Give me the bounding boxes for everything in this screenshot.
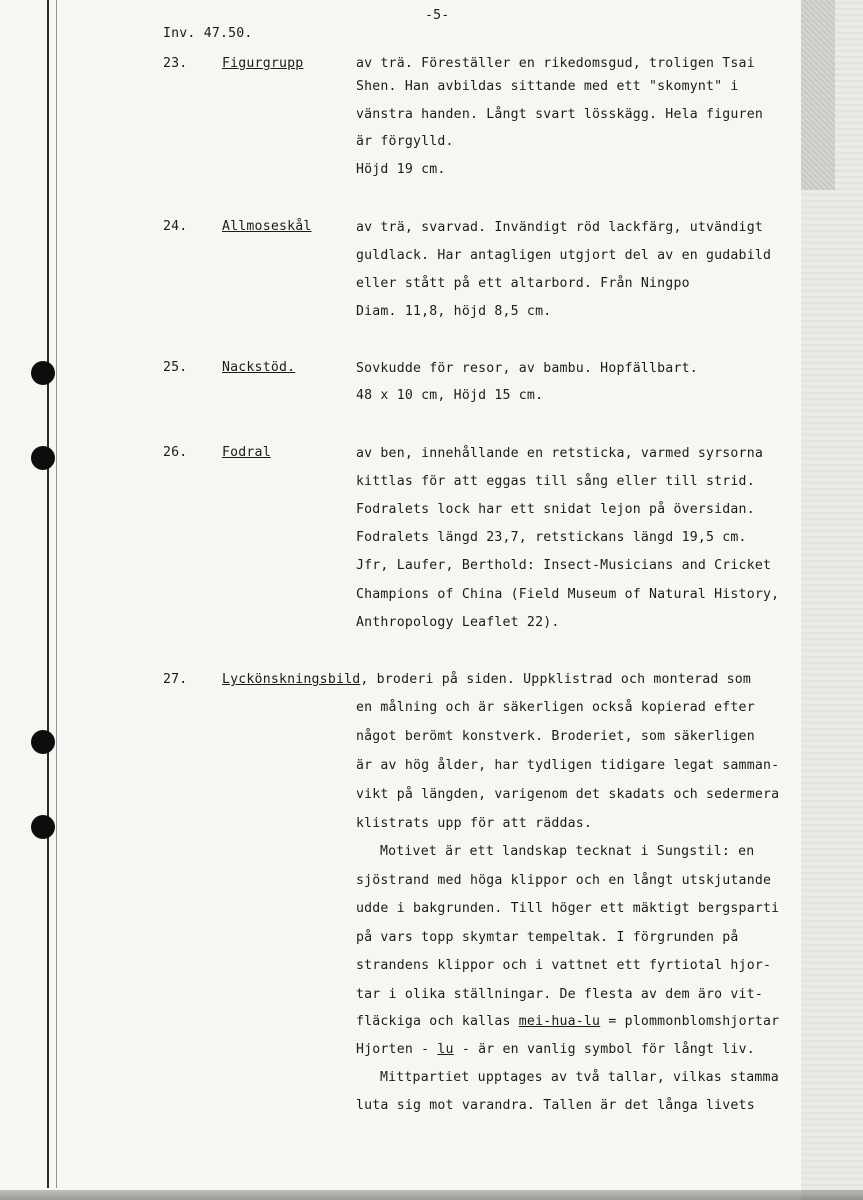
entry-line: 48 x 10 cm, Höjd 15 cm. [356, 388, 544, 403]
entry-line: av ben, innehållande en retsticka, varmed syrsorna [356, 446, 763, 461]
text-segment: - är en vanlig symbol för långt liv. [453, 1042, 755, 1057]
scan-bottom-edge [0, 1190, 863, 1200]
paragraph-line: Mittpartiet upptages av två tallar, vilkas stamma [380, 1070, 779, 1085]
entry-line: Diam. 11,8, höjd 8,5 cm. [356, 304, 552, 319]
punch-hole-3 [31, 730, 55, 754]
entry-line: av trä. Föreställer en rikedomsgud, troligen Tsai [356, 56, 755, 71]
underlined-term: mei-hua-lu [518, 1014, 601, 1029]
entry-line: Jfr, Laufer, Berthold: Insect-Musicians and Cricket [356, 558, 772, 573]
paragraph-line: tar i olika ställningar. De flesta av dem äro vit- [356, 987, 763, 1002]
punch-hole-2 [31, 446, 55, 470]
paragraph-line: Motivet är ett landskap tecknat i Sungstil: en [380, 844, 755, 859]
entry-line: kittlas för att eggas till sång eller till strid. [356, 474, 755, 489]
entry-number: 23. [163, 56, 188, 71]
entry-line: Höjd 19 cm. [356, 162, 446, 177]
entry-line: Shen. Han avbildas sittande med ett "skomynt" i [356, 79, 739, 94]
entry-title: Lyckönskningsbild [222, 672, 361, 687]
entry-line: eller stått på ett altarbord. Från Ningpo [356, 276, 690, 291]
entry-line: Anthropology Leaflet 22). [356, 615, 560, 630]
entry-line: något berömt konstverk. Broderiet, som säkerligen [356, 729, 755, 744]
entry-line: klistrats upp för att räddas. [356, 816, 593, 831]
entry-line: en målning och är säkerligen också kopierad efter [356, 700, 755, 715]
binding-line-secondary [56, 0, 57, 1188]
underlined-term: lu [437, 1042, 454, 1057]
paragraph-line: på vars topp skymtar tempeltak. I förgrunden på [356, 930, 739, 945]
scan-edge-shadow [801, 0, 835, 190]
paragraph-line: luta sig mot varandra. Tallen är det långa livets [356, 1098, 755, 1113]
entry-title: Figurgrupp [222, 56, 304, 71]
paragraph-line [356, 1041, 755, 1058]
entry-line: Sovkudde för resor, av bambu. Hopfällbart. [356, 361, 698, 376]
entry-title: Fodral [222, 445, 271, 460]
entry-number: 24. [163, 219, 188, 234]
entry-line: vikt på längden, varigenom det skadats och sedermera [356, 787, 780, 802]
entry-line: av trä, svarvad. Invändigt röd lackfärg, utvändigt [356, 220, 763, 235]
entry-line: är förgylld. [356, 134, 454, 149]
entry-title: Nackstöd. [222, 360, 296, 375]
text-segment: Hjorten - [356, 1042, 438, 1057]
entry-line: är av hög ålder, har tydligen tidigare legat samman- [356, 758, 780, 773]
entry-line: guldlack. Har antagligen utgjort del av en gudabild [356, 248, 772, 263]
entry-number: 25. [163, 360, 188, 375]
inventory-number: Inv. 47.50. [163, 26, 253, 41]
paragraph-line [356, 1013, 779, 1030]
entry-title-tail: , broderi på siden. Uppklistrad och monterad som [360, 672, 752, 687]
entry-title: Allmoseskål [222, 219, 312, 234]
paragraph-line: sjöstrand med höga klippor och en långt utskjutande [356, 873, 772, 888]
punch-hole-4 [31, 815, 55, 839]
page-number: -5- [425, 8, 450, 23]
entry-line: vänstra handen. Långt svart lösskägg. Hela figuren [356, 107, 763, 122]
entry-line: Fodralets lock har ett snidat lejon på översidan. [356, 502, 755, 517]
entry-line: Champions of China (Field Museum of Natural History, [356, 587, 780, 602]
binding-line [47, 0, 49, 1188]
entry-number: 27. [163, 672, 188, 687]
entry-number: 26. [163, 445, 188, 460]
entry-title-line [222, 671, 751, 688]
punch-hole-1 [31, 361, 55, 385]
paragraph-line: udde i bakgrunden. Till höger ett mäktigt bergsparti [356, 901, 780, 916]
paragraph-line: strandens klippor och i vattnet ett fyrtiotal hjor- [356, 958, 772, 973]
text-segment: = plommonblomshjortar [600, 1014, 780, 1029]
entry-line: Fodralets längd 23,7, retstickans längd 19,5 cm. [356, 530, 747, 545]
text-segment: fläckiga och kallas [356, 1014, 519, 1029]
